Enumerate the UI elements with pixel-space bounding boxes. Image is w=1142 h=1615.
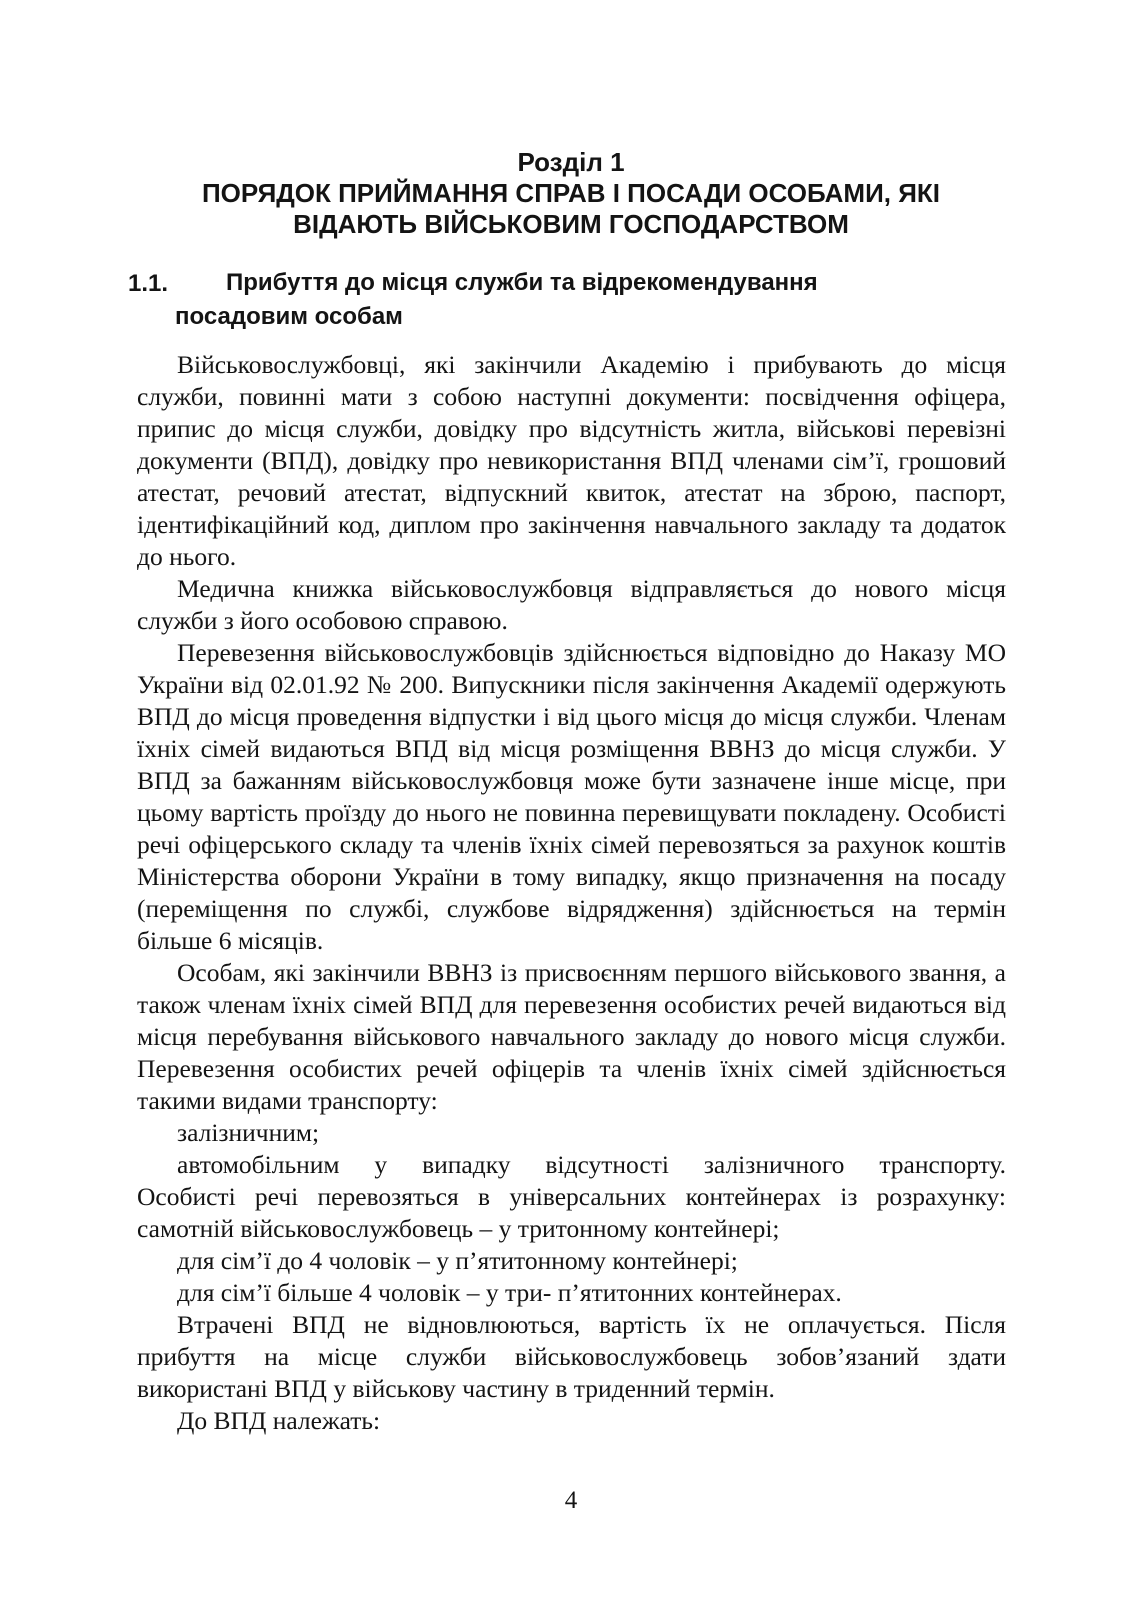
chapter-title-line2: ВІДАЮТЬ ВІЙСЬКОВИМ ГОСПОДАРСТВОМ	[293, 209, 849, 239]
list-item-single: самотній військовослужбовець – у тритонному контейнері;	[137, 1214, 780, 1243]
paragraph-transportation: Перевезення військовослужбовців здійснюється відповідно до Наказу МО України від 02.01.92 № 200. Випускники після закінчення Академії одержують ВПД до місця проведення відпустки і від цього місця до місця служби. Членам їхніх сімей видаються ВПД від місця розміщення ВВНЗ до місця служби. У ВПД за бажанням військовослужбовця може бути зазначене інше місце, при цьому вартість проїзду до нього не повинна перевищувати покладену. Особисті речі офіцерського складу та членів їхніх сімей перевозяться за рахунок коштів Міністерства оборони України в тому випадку, якщо призначення на посаду (переміщення по службі, службове відрядження) здійснюється на термін більше 6 місяців.	[137, 638, 1006, 955]
chapter-label: Розділ 1	[517, 147, 625, 177]
paragraph-documents: Військовослужбовці, які закінчили Академію і прибувають до місця служби, повинні мати з собою наступні документи: посвідчення офіцера, припис до місця служби, довідку про відсутність житла, військові перевізні документи (ВПД), довідку про невикористання ВПД членами сім’ї, грошовий атестат, речовий атестат, відпускний квиток, атестат на зброю, паспорт, ідентифікаційний код, диплом про закінчення навчального закладу та додаток до нього.	[137, 350, 1006, 571]
section-title-line1: Прибуття до місця служби та відрекомендування	[226, 269, 818, 296]
paragraph-containers: Особисті речі перевозяться в універсальних контейнерах із розрахунку:	[137, 1182, 1006, 1211]
paragraph-lost-documents: Втрачені ВПД не відновлюються, вартість їх не оплачується. Після прибуття на місце служби військовослужбовець зобов’язаний здати використані ВПД у військову частину в триденний термін.	[137, 1310, 1006, 1403]
body-text	[137, 349, 1006, 1437]
list-item-family-large: для сім’ї більше 4 чоловік – у три- п’ятитонних контейнерах.	[177, 1278, 842, 1307]
paragraph-graduates: Особам, які закінчили ВВНЗ із присвоєнням першого військового звання, а також членам їхніх сімей ВПД для перевезення особистих речей видаються від місця перебування військового навчального закладу до нового місця служби. Перевезення особистих речей офіцерів та членів їхніх сімей здійснюється такими видами транспорту:	[137, 958, 1006, 1115]
paragraph-medical-book: Медична книжка військовослужбовця відправляється до нового місця служби з його особовою справою.	[137, 574, 1006, 635]
chapter-title-line1: ПОРЯДОК ПРИЙМАННЯ СПРАВ І ПОСАДИ ОСОБАМИ, ЯКІ	[201, 178, 941, 208]
list-item-rail: залізничним;	[177, 1118, 320, 1147]
list-item-family-small: для сім’ї до 4 чоловік – у п’ятитонному контейнері;	[177, 1246, 738, 1275]
paragraph-list-intro: До ВПД належать:	[177, 1406, 381, 1435]
list-item-auto: автомобільним у випадку відсутності залізничного транспорту.	[177, 1150, 1006, 1179]
section-number: 1.1.	[128, 270, 169, 297]
section-title-line2: посадовим особам	[175, 303, 403, 330]
page-number: 4	[564, 1487, 578, 1514]
